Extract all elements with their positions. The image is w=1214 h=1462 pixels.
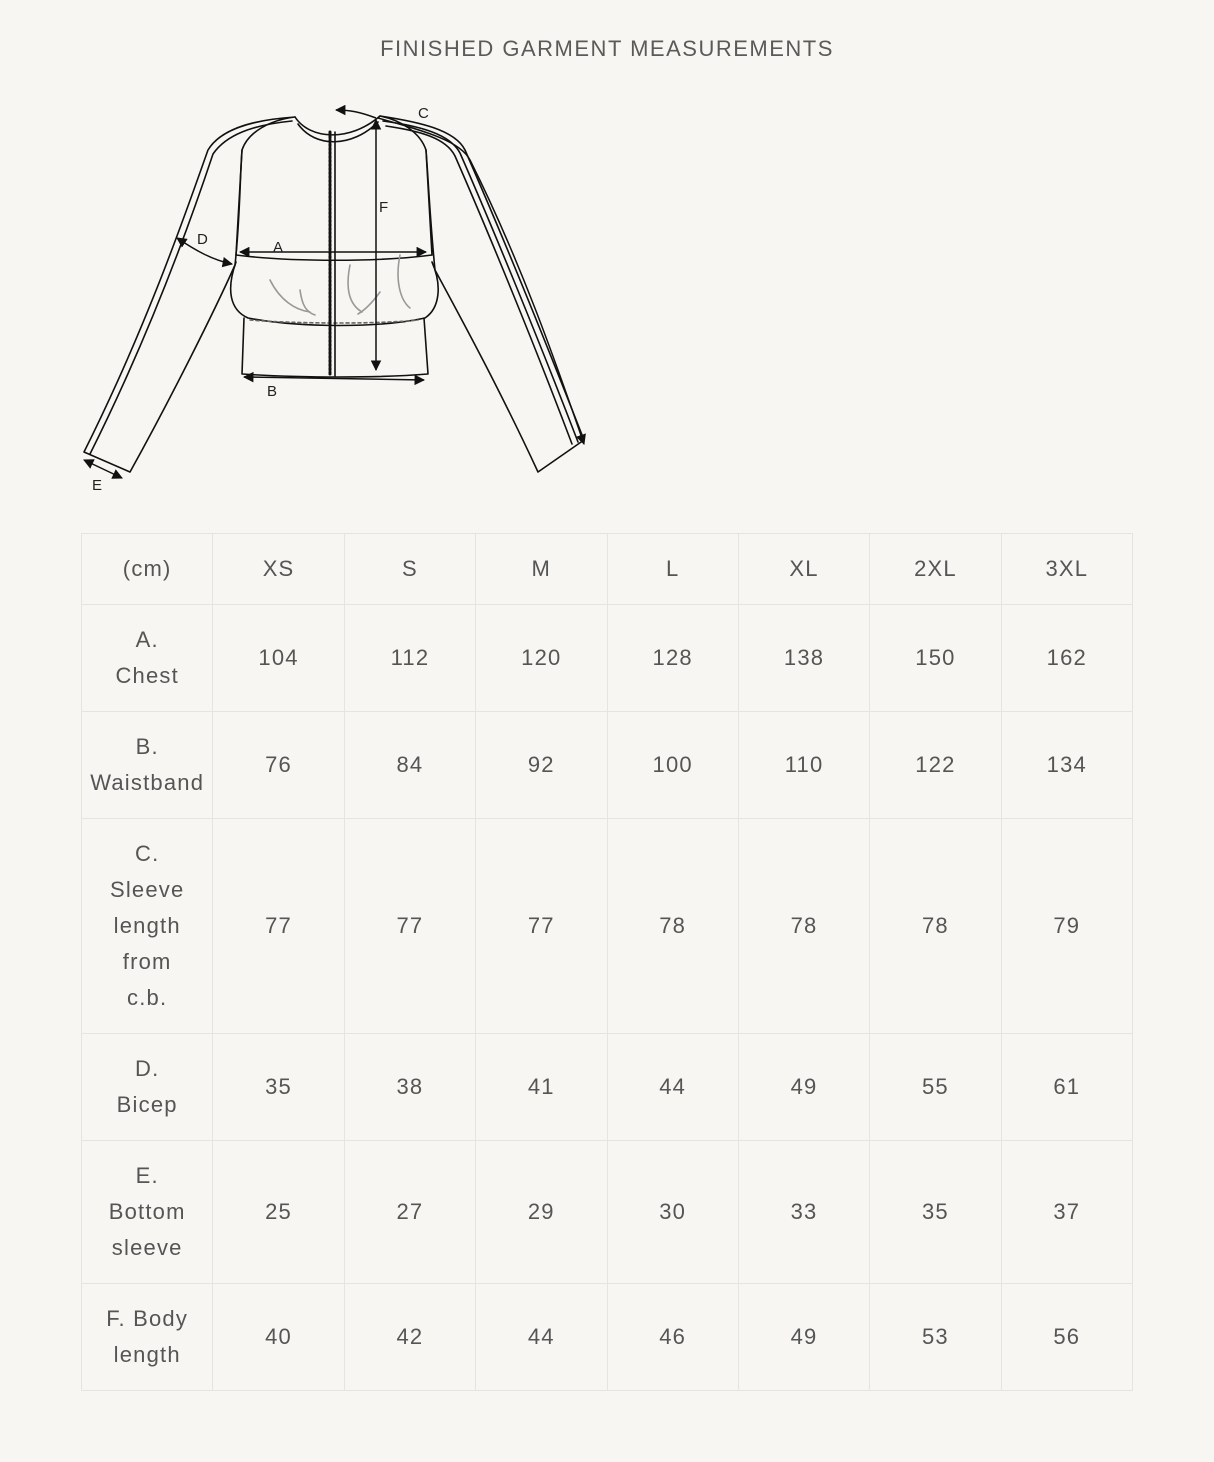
table-cell: 27 <box>344 1141 475 1284</box>
table-cell: 53 <box>870 1284 1001 1391</box>
table-cell: 35 <box>213 1034 344 1141</box>
table-cell: 110 <box>738 712 869 819</box>
table-cell: 41 <box>476 1034 607 1141</box>
size-header: S <box>344 534 475 605</box>
table-cell: 138 <box>738 605 869 712</box>
row-label-text: A. Chest <box>115 627 179 688</box>
table-cell: 49 <box>738 1284 869 1391</box>
row-label-text: C. Sleeve length from c.b. <box>109 841 185 1010</box>
table-cell: 40 <box>213 1284 344 1391</box>
table-cell: 55 <box>870 1034 1001 1141</box>
row-label <box>82 712 213 819</box>
table-cell: 44 <box>476 1284 607 1391</box>
size-header: XL <box>738 534 869 605</box>
table-cell: 77 <box>344 819 475 1034</box>
right-sleeve <box>380 116 584 472</box>
size-header: XS <box>213 534 344 605</box>
table-cell: 33 <box>738 1141 869 1284</box>
table-cell: 92 <box>476 712 607 819</box>
table-row <box>82 1141 1133 1284</box>
label-e: E <box>92 477 103 494</box>
table-cell: 120 <box>476 605 607 712</box>
table-cell: 78 <box>607 819 738 1034</box>
table-cell: 122 <box>870 712 1001 819</box>
table-cell: 49 <box>738 1034 869 1141</box>
size-header: L <box>607 534 738 605</box>
table-cell: 37 <box>1001 1141 1132 1284</box>
row-label <box>82 819 213 1034</box>
measurements-table <box>81 533 1133 1391</box>
table-cell: 77 <box>476 819 607 1034</box>
table-cell: 79 <box>1001 819 1132 1034</box>
table-row <box>82 1034 1133 1141</box>
size-header: M <box>476 534 607 605</box>
table-cell: 42 <box>344 1284 475 1391</box>
table-cell: 128 <box>607 605 738 712</box>
header-row <box>82 534 1133 605</box>
table-cell: 162 <box>1001 605 1132 712</box>
size-header: 2XL <box>870 534 1001 605</box>
table-cell: 77 <box>213 819 344 1034</box>
row-label <box>82 1141 213 1284</box>
row-label-text: E. Bottom sleeve <box>108 1163 186 1260</box>
row-label <box>82 1034 213 1141</box>
table-cell: 44 <box>607 1034 738 1141</box>
table-cell: 78 <box>738 819 869 1034</box>
table-cell: 150 <box>870 605 1001 712</box>
row-label-text: B. Waistband <box>90 734 205 795</box>
table-row <box>82 819 1133 1034</box>
size-header: 3XL <box>1001 534 1132 605</box>
unit-header: (cm) <box>82 534 213 605</box>
label-d: D <box>197 231 208 248</box>
table-row <box>82 1284 1133 1391</box>
row-label <box>82 1284 213 1391</box>
table-cell: 76 <box>213 712 344 819</box>
row-label <box>82 605 213 712</box>
table-cell: 78 <box>870 819 1001 1034</box>
collar <box>295 116 380 135</box>
table-cell: 84 <box>344 712 475 819</box>
label-c: C <box>418 105 429 122</box>
page-title: FINISHED GARMENT MEASUREMENTS <box>380 36 834 61</box>
table-cell: 104 <box>213 605 344 712</box>
table-cell: 29 <box>476 1141 607 1284</box>
left-sleeve <box>84 117 295 472</box>
table-cell: 35 <box>870 1141 1001 1284</box>
label-b: B <box>267 383 278 400</box>
label-a: A <box>273 239 284 256</box>
row-label-text: D. Bicep <box>116 1056 178 1117</box>
garment-diagram <box>70 92 600 502</box>
table-cell: 46 <box>607 1284 738 1391</box>
table-cell: 61 <box>1001 1034 1132 1141</box>
table-cell: 112 <box>344 605 475 712</box>
table-cell: 38 <box>344 1034 475 1141</box>
label-f: F <box>379 199 389 216</box>
table-cell: 30 <box>607 1141 738 1284</box>
table-cell: 134 <box>1001 712 1132 819</box>
table-row <box>82 605 1133 712</box>
row-label-text: F. Body length <box>106 1306 189 1367</box>
table-cell: 25 <box>213 1141 344 1284</box>
table-cell: 56 <box>1001 1284 1132 1391</box>
table-row <box>82 712 1133 819</box>
table-cell: 100 <box>607 712 738 819</box>
